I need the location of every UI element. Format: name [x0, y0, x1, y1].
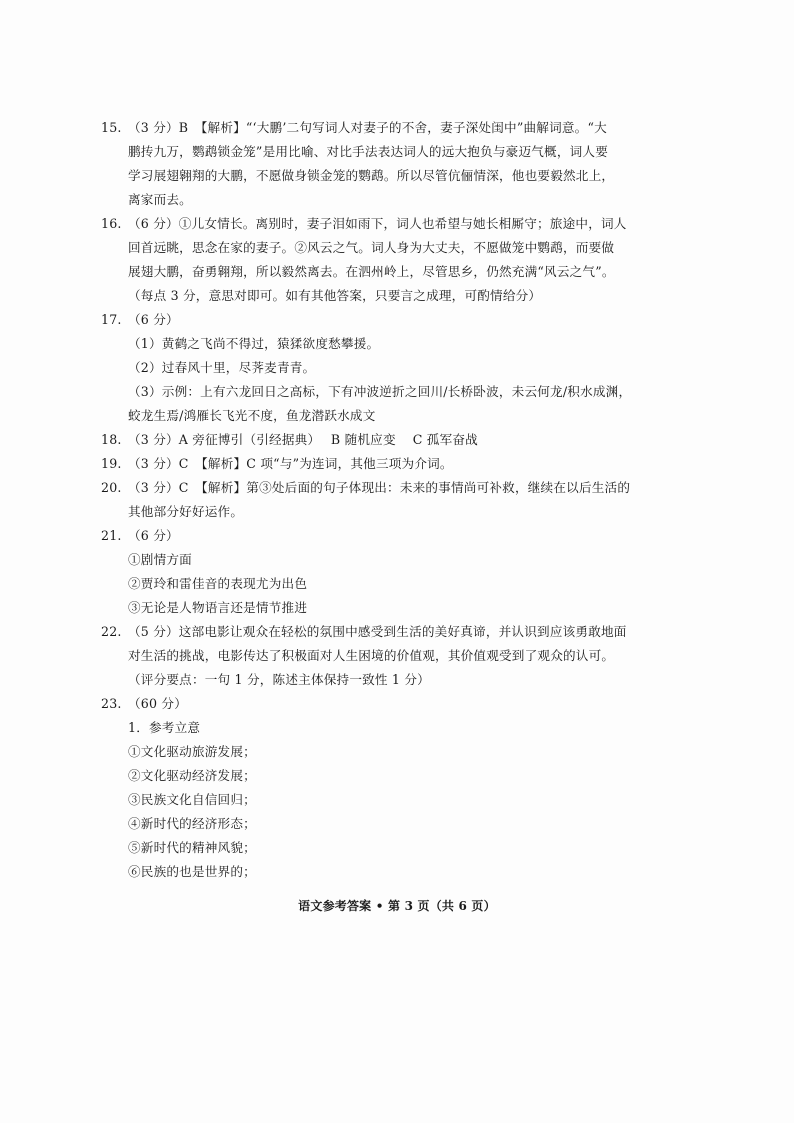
answer-line: 回首远眺，思念在家的妻子。②风云之气。词人身为大丈夫，不愿做笼中鹦鹉，而要做 [128, 240, 615, 255]
question-number: 15. [101, 120, 122, 135]
answer-text [128, 452, 641, 476]
question-number: 20. [101, 480, 122, 495]
answer-line: （6 分）①儿女情长。离别时，妻子泪如雨下，词人也希望与她长相厮守；旅途中，词人 [128, 216, 627, 231]
answer-text [128, 524, 641, 620]
answer-item [101, 428, 641, 452]
answer-line: （6 分） [128, 312, 179, 327]
answer-list [101, 116, 641, 884]
answer-text [128, 692, 641, 884]
answer-text [128, 428, 641, 452]
question-number: 17. [101, 312, 122, 327]
answer-line: （3 分）A 旁征博引（引经据典） B 随机应变 C 孤军奋战 [128, 432, 478, 447]
answer-line: （60 分） [128, 696, 188, 711]
answer-item [101, 116, 641, 212]
question-number: 18. [101, 432, 122, 447]
question-number: 21. [101, 528, 122, 543]
answer-item [101, 524, 641, 620]
answer-line: （2）过春风十里，尽荠麦青青。 [128, 360, 316, 375]
answer-text [128, 308, 641, 428]
answer-line: ④新时代的经济形态； [128, 816, 256, 831]
answer-line: 其他部分好好运作。 [128, 504, 244, 519]
answer-line: 蛟龙生焉/鸿雁长飞光不度，鱼龙潜跃水成文 [128, 408, 376, 423]
question-number: 22. [101, 624, 122, 639]
answer-line: ②文化驱动经济发展； [128, 768, 256, 783]
answer-item [101, 452, 641, 476]
answer-line: （5 分）这部电影让观众在轻松的氛围中感受到生活的美好真谛，并认识到应该勇敢地面 [128, 624, 627, 639]
answer-line: （3 分）C 【解析】C 项“与”为连词，其他三项为介词。 [128, 456, 453, 471]
answer-line: ⑤新时代的精神风貌； [128, 840, 256, 855]
answer-text [128, 476, 641, 524]
answer-line: （3 分）C 【解析】第③处后面的句子体现出：未来的事情尚可补救，继续在以后生活的 [128, 480, 631, 495]
answer-line: 展翅大鹏，奋勇翱翔，所以毅然离去。在泗州岭上，尽管思乡，仍然充满“风云之气”。 [128, 264, 615, 279]
answer-line: 离家而去。 [128, 192, 192, 207]
question-number: 19. [101, 456, 122, 471]
page-footer: 语文参考答案 • 第 3 页（共 6 页） [298, 899, 496, 913]
answer-line: （3）示例：上有六龙回日之高标，下有冲波逆折之回川/长桥卧波，未云何龙/积水成渊， [128, 384, 632, 399]
answer-item [101, 692, 641, 884]
answer-text [128, 116, 641, 212]
answer-line: （每点 3 分，意思对即可。如有其他答案，只要言之成理，可酌情给分） [128, 288, 542, 303]
answer-line: （1）黄鹤之飞尚不得过，猿猱欲度愁攀援。 [128, 336, 380, 351]
answer-text [128, 212, 641, 308]
answer-line: 1．参考立意 [128, 720, 201, 735]
answer-line: （3 分）B 【解析】“‘大鹏’二句写词人对妻子的不舍，妻子深处闺中”曲解词意。“大 [128, 120, 607, 135]
answer-item [101, 476, 641, 524]
answer-line: （评分要点：一句 1 分，陈述主体保持一致性 1 分） [128, 672, 430, 687]
answer-item [101, 308, 641, 428]
answer-item [101, 620, 641, 692]
answer-text [128, 620, 641, 692]
answer-line: 对生活的挑战，电影传达了积极面对人生困境的价值观，其价值观受到了观众的认可。 [128, 648, 615, 663]
answer-line: ③民族文化自信回归； [128, 792, 256, 807]
answer-item [101, 212, 641, 308]
question-number: 16. [101, 216, 122, 231]
answer-line: 学习展翅翱翔的大鹏，不愿做身锁金笼的鹦鹉。所以尽管伉俪情深，他也要毅然北上， [128, 168, 615, 183]
answer-line: ③无论是人物语言还是情节推进 [128, 600, 308, 615]
answer-line: ②贾玲和雷佳音的表现尤为出色 [128, 576, 308, 591]
answer-line: ①文化驱动旅游发展； [128, 744, 256, 759]
question-number: 23. [101, 696, 122, 711]
answer-line: （6 分） [128, 528, 179, 543]
answer-line: 鹏抟九万，鹦鹉锁金笼”是用比喻、对比手法表达词人的远大抱负与豪迈气概，词人要 [128, 144, 609, 159]
answer-line: ⑥民族的也是世界的； [128, 864, 256, 879]
answer-line: ①剧情方面 [128, 552, 192, 567]
